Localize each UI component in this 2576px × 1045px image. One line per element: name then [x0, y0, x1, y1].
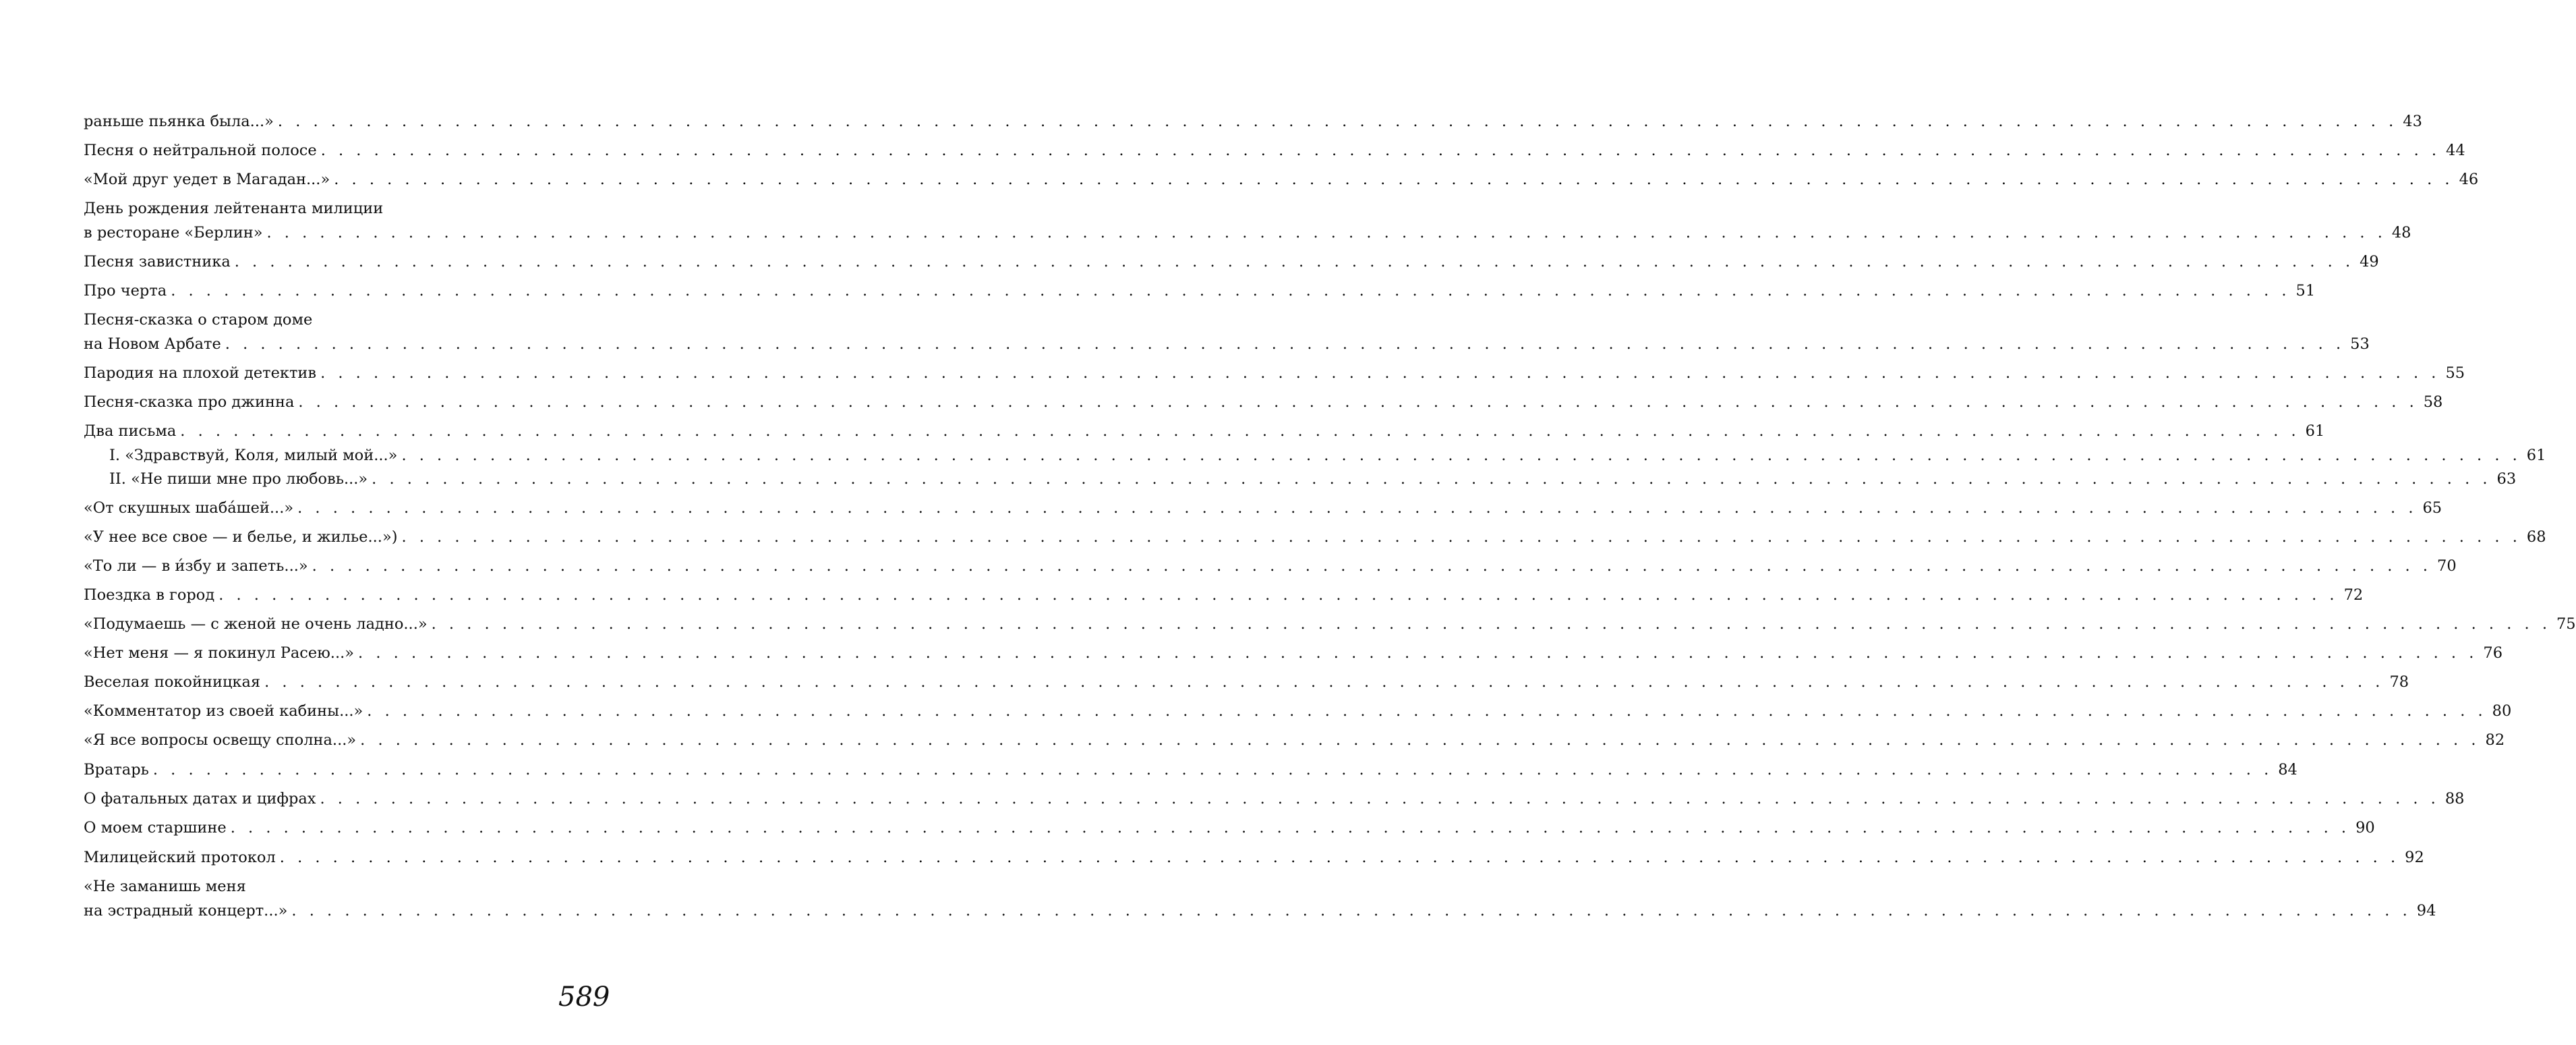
dot-leader: . . . . . . . . . . . . . . . . . . . . . . . . . . . . . . . . . . . . . . . . . . . . . . . . . . . . . . . . . . . . . . . . . . . . . . . . . . . . . . . . . . . . . . . . . . . . . . . . . . . . . . . . . . . . . . . . . . . . . . . .	[297, 499, 2418, 517]
toc-line	[84, 670, 2409, 694]
toc-title: Милицейский протокол	[84, 845, 280, 870]
toc-page-number: 58	[2418, 390, 2443, 414]
dot-leader: . . . . . . . . . . . . . . . . . . . . . . . . . . . . . . . . . . . . . . . . . . . . . . . . . . . . . . . . . . . . . . . . . . . . . . . . . . . . . . . . . . . . . . . . . . . . . . . . . . . . . . . . . . . . . . . . . . . . . . . .	[171, 282, 2291, 300]
toc-page-number: 46	[2454, 167, 2479, 192]
toc-line	[84, 390, 2443, 414]
toc-title: «У нее все свое — и белье, и жилье...»)	[84, 525, 402, 549]
toc-title: О моем старшине	[84, 816, 231, 840]
toc-line	[84, 419, 2325, 443]
toc-line	[84, 816, 2375, 840]
dot-leader: . . . . . . . . . . . . . . . . . . . . . . . . . . . . . . . . . . . . . . . . . . . . . . . . . . . . . . . . . . . . . . . . . . . . . . . . . . . . . . . . . . . . . . . . . . . . . . . . . . . . . . . . . . . . . . . . . . . . . . . .	[360, 731, 2480, 749]
toc-line	[84, 467, 2517, 491]
toc-line	[84, 874, 556, 899]
toc-line	[84, 699, 2512, 723]
toc-page-number: 63	[2492, 467, 2517, 491]
dot-leader: . . . . . . . . . . . . . . . . . . . . . . . . . . . . . . . . . . . . . . . . . . . . . . . . . . . . . . . . . . . . . . . . . . . . . . . . . . . . . . . . . . . . . . . . . . . . . . . . . . . . . . . . . . . . . . . . . . . . . . . .	[401, 447, 2521, 464]
dot-leader: . . . . . . . . . . . . . . . . . . . . . . . . . . . . . . . . . . . . . . . . . . . . . . . . . . . . . . . . . . . . . . . . . . . . . . . . . . . . . . . . . . . . . . . . . . . . . . . . . . . . . . . . . . . . . . . . . . . . . . . .	[266, 224, 2387, 242]
toc-title: на эстрадный концерт...»	[84, 899, 291, 923]
toc-page-number: 53	[2345, 332, 2370, 356]
toc-title: «То ли — в и́збу и запеть...»	[84, 554, 312, 578]
toc-entry	[84, 308, 2370, 356]
toc-entry	[84, 728, 2505, 752]
toc-title: Про черта	[84, 279, 171, 303]
toc-line	[84, 758, 2297, 782]
toc-title: «Не заманишь меня	[84, 878, 250, 895]
toc-page-number: 80	[2487, 699, 2512, 723]
toc-entry	[84, 196, 2411, 245]
toc-title: I. «Здравствуй, Коля, милый мой...»	[109, 443, 401, 468]
toc-line	[84, 554, 2457, 578]
toc-entry	[84, 641, 2503, 665]
toc-entry	[84, 554, 2457, 578]
toc-entry	[84, 390, 2443, 414]
toc-page-number: 61	[2521, 443, 2546, 468]
toc-page-number: 88	[2440, 787, 2465, 811]
toc-page-number: 72	[2339, 583, 2364, 607]
dot-leader: . . . . . . . . . . . . . . . . . . . . . . . . . . . . . . . . . . . . . . . . . . . . . . . . . . . . . . . . . . . . . . . . . . . . . . . . . . . . . . . . . . . . . . . . . . . . . . . . . . . . . . . . . . . . . . . . . . . . . . . .	[312, 557, 2432, 575]
toc-title: Веселая покойницкая	[84, 670, 264, 694]
dot-leader: . . . . . . . . . . . . . . . . . . . . . . . . . . . . . . . . . . . . . . . . . . . . . . . . . . . . . . . . . . . . . . . . . . . . . . . . . . . . . . . . . . . . . . . . . . . . . . . . . . . . . . . . . . . . . . . . . . . . . . . .	[234, 253, 2355, 271]
toc-entry	[84, 109, 2422, 134]
toc-line	[84, 787, 2465, 811]
toc-page-number: 90	[2350, 816, 2375, 840]
toc-line	[84, 525, 2546, 549]
dot-leader: . . . . . . . . . . . . . . . . . . . . . . . . . . . . . . . . . . . . . . . . . . . . . . . . . . . . . . . . . . . . . . . . . . . . . . . . . . . . . . . . . . . . . . . . . . . . . . . . . . . . . . . . . . . . . . . . . . . . . . . .	[320, 790, 2440, 808]
toc-entry	[84, 167, 2479, 192]
dot-leader: . . . . . . . . . . . . . . . . . . . . . . . . . . . . . . . . . . . . . . . . . . . . . . . . . . . . . . . . . . . . . . . . . . . . . . . . . . . . . . . . . . . . . . . . . . . . . . . . . . . . . . . . . . . . . . . . . . . . . . . .	[279, 849, 2400, 866]
toc-title: «Подумаешь — с женой не очень ладно...»	[84, 612, 432, 636]
toc-line	[84, 728, 2505, 752]
toc-line	[84, 443, 2546, 468]
toc-subentry	[84, 467, 2517, 491]
toc-line	[84, 641, 2503, 665]
toc-entry	[84, 787, 2465, 811]
toc-title: Песня-сказка о старом доме	[84, 311, 316, 329]
toc-entry	[84, 845, 2424, 870]
toc-page-number: 75	[2551, 612, 2576, 636]
dot-leader: . . . . . . . . . . . . . . . . . . . . . . . . . . . . . . . . . . . . . . . . . . . . . . . . . . . . . . . . . . . . . . . . . . . . . . . . . . . . . . . . . . . . . . . . . . . . . . . . . . . . . . . . . . . . . . . . . . . . . . . .	[367, 702, 2487, 720]
dot-leader: . . . . . . . . . . . . . . . . . . . . . . . . . . . . . . . . . . . . . . . . . . . . . . . . . . . . . . . . . . . . . . . . . . . . . . . . . . . . . . . . . . . . . . . . . . . . . . . . . . . . . . . . . . . . . . . . . . . . . . . .	[320, 142, 2441, 159]
toc-page-number: 78	[2384, 670, 2409, 694]
toc-entry	[84, 612, 2576, 636]
toc-page-number: 76	[2478, 641, 2502, 665]
dot-leader: . . . . . . . . . . . . . . . . . . . . . . . . . . . . . . . . . . . . . . . . . . . . . . . . . . . . . . . . . . . . . . . . . . . . . . . . . . . . . . . . . . . . . . . . . . . . . . . . . . . . . . . . . . . . . . . . . . . . . . . .	[225, 335, 2345, 353]
toc-line	[84, 196, 556, 221]
dot-leader: . . . . . . . . . . . . . . . . . . . . . . . . . . . . . . . . . . . . . . . . . . . . . . . . . . . . . . . . . . . . . . . . . . . . . . . . . . . . . . . . . . . . . . . . . . . . . . . . . . . . . . . . . . . . . . . . . . . . . . . .	[180, 422, 2300, 440]
toc-title: Два письма	[84, 419, 180, 443]
dot-leader: . . . . . . . . . . . . . . . . . . . . . . . . . . . . . . . . . . . . . . . . . . . . . . . . . . . . . . . . . . . . . . . . . . . . . . . . . . . . . . . . . . . . . . . . . . . . . . . . . . . . . . . . . . . . . . . . . . . . . . . .	[334, 171, 2454, 188]
toc-page-number: 49	[2354, 250, 2379, 274]
toc-title: День рождения лейтенанта милиции	[84, 200, 387, 217]
dot-leader: . . . . . . . . . . . . . . . . . . . . . . . . . . . . . . . . . . . . . . . . . . . . . . . . . . . . . . . . . . . . . . . . . . . . . . . . . . . . . . . . . . . . . . . . . . . . . . . . . . . . . . . . . . . . . . . . . . . . . . . .	[291, 902, 2411, 920]
page-number: 589	[558, 982, 610, 1013]
toc-page-number: 68	[2521, 525, 2546, 549]
toc-page-number: 43	[2397, 109, 2422, 134]
toc-entry	[84, 758, 2297, 782]
toc-title: Пародия на плохой детектив	[84, 361, 320, 385]
toc-entry	[84, 279, 2316, 303]
toc-title: Песня о нейтральной полосе	[84, 138, 321, 163]
toc-line	[84, 221, 2411, 245]
dot-leader: . . . . . . . . . . . . . . . . . . . . . . . . . . . . . . . . . . . . . . . . . . . . . . . . . . . . . . . . . . . . . . . . . . . . . . . . . . . . . . . . . . . . . . . . . . . . . . . . . . . . . . . . . . . . . . . . . . . . . . . .	[277, 113, 2398, 130]
toc-line	[84, 612, 2576, 636]
toc-subentry	[84, 443, 2546, 468]
toc-title: «Нет меня — я покинул Расею...»	[84, 641, 358, 665]
dot-leader: . . . . . . . . . . . . . . . . . . . . . . . . . . . . . . . . . . . . . . . . . . . . . . . . . . . . . . . . . . . . . . . . . . . . . . . . . . . . . . . . . . . . . . . . . . . . . . . . . . . . . . . . . . . . . . . . . . . . . . . .	[218, 586, 2339, 604]
toc-title: II. «Не пиши мне про любовь...»	[109, 467, 372, 491]
toc-page-number: 82	[2480, 728, 2505, 752]
toc-entry	[84, 496, 2442, 520]
toc-entry	[84, 874, 2436, 923]
toc-line	[84, 583, 2364, 607]
toc-line	[84, 138, 2465, 163]
toc-line	[84, 332, 2370, 356]
toc-line	[84, 361, 2465, 385]
dot-leader: . . . . . . . . . . . . . . . . . . . . . . . . . . . . . . . . . . . . . . . . . . . . . . . . . . . . . . . . . . . . . . . . . . . . . . . . . . . . . . . . . . . . . . . . . . . . . . . . . . . . . . . . . . . . . . . . . . . . . . . .	[152, 761, 2273, 779]
toc-title: «Мой друг уедет в Магадан...»	[84, 167, 334, 192]
dot-leader: . . . . . . . . . . . . . . . . . . . . . . . . . . . . . . . . . . . . . . . . . . . . . . . . . . . . . . . . . . . . . . . . . . . . . . . . . . . . . . . . . . . . . . . . . . . . . . . . . . . . . . . . . . . . . . . . . . . . . . . .	[401, 528, 2521, 546]
toc-line	[84, 279, 2316, 303]
dot-leader: . . . . . . . . . . . . . . . . . . . . . . . . . . . . . . . . . . . . . . . . . . . . . . . . . . . . . . . . . . . . . . . . . . . . . . . . . . . . . . . . . . . . . . . . . . . . . . . . . . . . . . . . . . . . . . . . . . . . . . . .	[320, 364, 2440, 382]
toc-page-number: 51	[2291, 279, 2316, 303]
dot-leader: . . . . . . . . . . . . . . . . . . . . . . . . . . . . . . . . . . . . . . . . . . . . . . . . . . . . . . . . . . . . . . . . . . . . . . . . . . . . . . . . . . . . . . . . . . . . . . . . . . . . . . . . . . . . . . . . . . . . . . . .	[431, 615, 2551, 633]
toc-line	[84, 308, 556, 332]
toc-line	[84, 167, 2479, 192]
toc-entry	[84, 419, 2325, 443]
dot-leader: . . . . . . . . . . . . . . . . . . . . . . . . . . . . . . . . . . . . . . . . . . . . . . . . . . . . . . . . . . . . . . . . . . . . . . . . . . . . . . . . . . . . . . . . . . . . . . . . . . . . . . . . . . . . . . . . . . . . . . . .	[372, 470, 2492, 488]
toc-page-number: 44	[2440, 138, 2465, 163]
toc-line	[84, 109, 2422, 134]
toc-title: в ресторане «Берлин»	[84, 221, 267, 245]
toc-page-number: 65	[2417, 496, 2442, 520]
toc-line	[84, 250, 2379, 274]
toc-title: Вратарь	[84, 758, 153, 782]
toc-page-number: 94	[2411, 899, 2436, 923]
toc-entry	[84, 250, 2379, 274]
toc-entry	[84, 138, 2465, 163]
toc-entry	[84, 583, 2364, 607]
toc-page-number: 55	[2440, 361, 2465, 385]
toc-line	[84, 496, 2442, 520]
toc-title: Песня завистника	[84, 250, 235, 274]
toc-title: «Комментатор из своей кабины...»	[84, 699, 367, 723]
toc-title: «Я все вопросы освещу сполна...»	[84, 728, 360, 752]
dot-leader: . . . . . . . . . . . . . . . . . . . . . . . . . . . . . . . . . . . . . . . . . . . . . . . . . . . . . . . . . . . . . . . . . . . . . . . . . . . . . . . . . . . . . . . . . . . . . . . . . . . . . . . . . . . . . . . . . . . . . . . .	[358, 644, 2478, 662]
toc-line	[84, 845, 2424, 870]
toc-page-number: 70	[2432, 554, 2457, 578]
toc-page-number: 48	[2387, 221, 2411, 245]
dot-leader: . . . . . . . . . . . . . . . . . . . . . . . . . . . . . . . . . . . . . . . . . . . . . . . . . . . . . . . . . . . . . . . . . . . . . . . . . . . . . . . . . . . . . . . . . . . . . . . . . . . . . . . . . . . . . . . . . . . . . . . .	[230, 819, 2351, 837]
dot-leader: . . . . . . . . . . . . . . . . . . . . . . . . . . . . . . . . . . . . . . . . . . . . . . . . . . . . . . . . . . . . . . . . . . . . . . . . . . . . . . . . . . . . . . . . . . . . . . . . . . . . . . . . . . . . . . . . . . . . . . . .	[298, 393, 2418, 411]
toc-entry	[84, 816, 2375, 840]
toc-entry	[84, 670, 2409, 694]
dot-leader: . . . . . . . . . . . . . . . . . . . . . . . . . . . . . . . . . . . . . . . . . . . . . . . . . . . . . . . . . . . . . . . . . . . . . . . . . . . . . . . . . . . . . . . . . . . . . . . . . . . . . . . . . . . . . . . . . . . . . . . .	[264, 673, 2384, 691]
toc-title: О фатальных датах и цифрах	[84, 787, 320, 811]
toc-entry	[84, 525, 2546, 549]
toc-entry	[84, 361, 2465, 385]
toc-title: «От скушных шаба́шей...»	[84, 496, 297, 520]
toc-page-number: 84	[2273, 758, 2297, 782]
toc-entry	[84, 699, 2512, 723]
toc-title: раньше пьянка была...»	[84, 109, 278, 134]
toc-title: Песня-сказка про джинна	[84, 390, 298, 414]
toc-title: на Новом Арбате	[84, 332, 225, 356]
toc-line	[84, 899, 2436, 923]
toc-page-number: 61	[2300, 419, 2325, 443]
toc-page-number: 92	[2399, 845, 2424, 870]
toc-title: Поездка в город	[84, 583, 218, 607]
